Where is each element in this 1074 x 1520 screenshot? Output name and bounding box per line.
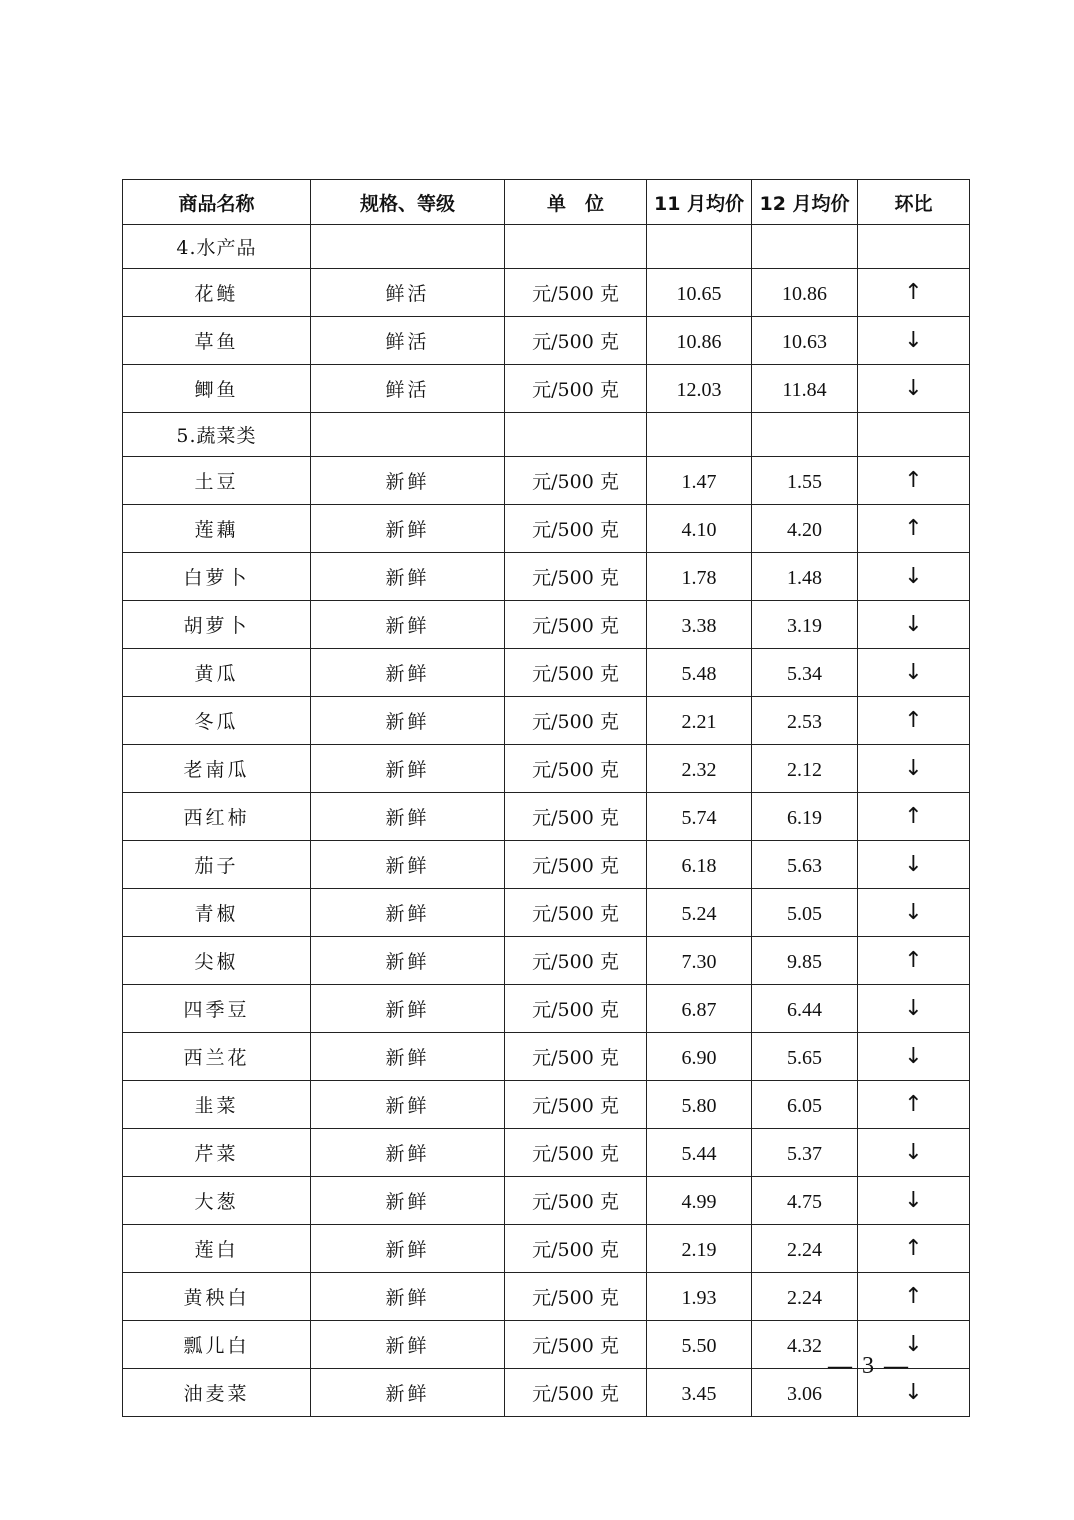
product-unit: 元/500 克	[505, 1033, 647, 1081]
product-unit: 元/500 克	[505, 841, 647, 889]
product-unit: 元/500 克	[505, 1081, 647, 1129]
table-row	[123, 841, 970, 889]
trend-arrow: ↓	[858, 1033, 970, 1081]
trend-arrow: ↑	[858, 793, 970, 841]
table-row	[123, 937, 970, 985]
dec-price: 2.24	[752, 1225, 858, 1273]
product-spec: 新鲜	[311, 553, 505, 601]
product-spec: 新鲜	[311, 1369, 505, 1417]
dec-price: 2.12	[752, 745, 858, 793]
empty-cell	[647, 413, 752, 457]
product-spec: 新鲜	[311, 505, 505, 553]
nov-price: 10.65	[647, 269, 752, 317]
product-name: 四季豆	[123, 985, 311, 1033]
product-name: 老南瓜	[123, 745, 311, 793]
empty-cell	[858, 225, 970, 269]
header-name: 商品名称	[123, 180, 311, 225]
trend-arrow: ↓	[858, 745, 970, 793]
category-label: 5.蔬菜类	[123, 413, 311, 457]
dec-price: 3.19	[752, 601, 858, 649]
nov-price: 5.74	[647, 793, 752, 841]
header-row	[123, 180, 970, 225]
trend-arrow: ↑	[858, 505, 970, 553]
product-name: 莲白	[123, 1225, 311, 1273]
trend-arrow: ↑	[858, 1225, 970, 1273]
trend-arrow: ↓	[858, 1321, 970, 1369]
table-row	[123, 1273, 970, 1321]
nov-price: 5.50	[647, 1321, 752, 1369]
product-spec: 新鲜	[311, 985, 505, 1033]
trend-arrow: ↓	[858, 889, 970, 937]
dec-price: 1.55	[752, 457, 858, 505]
nov-price: 7.30	[647, 937, 752, 985]
product-name: 茄子	[123, 841, 311, 889]
product-unit: 元/500 克	[505, 505, 647, 553]
empty-cell	[858, 413, 970, 457]
product-unit: 元/500 克	[505, 457, 647, 505]
product-name: 油麦菜	[123, 1369, 311, 1417]
empty-cell	[647, 225, 752, 269]
product-spec: 鲜活	[311, 317, 505, 365]
product-name: 黄瓜	[123, 649, 311, 697]
table-row	[123, 317, 970, 365]
trend-arrow: ↑	[858, 937, 970, 985]
product-name: 鲫鱼	[123, 365, 311, 413]
nov-price: 4.10	[647, 505, 752, 553]
table-row	[123, 269, 970, 317]
product-name: 瓢儿白	[123, 1321, 311, 1369]
nov-price: 2.19	[647, 1225, 752, 1273]
dec-price: 5.05	[752, 889, 858, 937]
product-spec: 新鲜	[311, 793, 505, 841]
trend-arrow: ↓	[858, 1369, 970, 1417]
product-name: 黄秧白	[123, 1273, 311, 1321]
table-row	[123, 889, 970, 937]
product-unit: 元/500 克	[505, 365, 647, 413]
product-unit: 元/500 克	[505, 793, 647, 841]
product-spec: 新鲜	[311, 937, 505, 985]
product-spec: 新鲜	[311, 1081, 505, 1129]
product-unit: 元/500 克	[505, 985, 647, 1033]
dec-price: 5.63	[752, 841, 858, 889]
product-spec: 新鲜	[311, 1321, 505, 1369]
dec-price: 2.53	[752, 697, 858, 745]
dec-price: 9.85	[752, 937, 858, 985]
trend-arrow: ↓	[858, 841, 970, 889]
product-name: 胡萝卜	[123, 601, 311, 649]
empty-cell	[505, 413, 647, 457]
product-spec: 新鲜	[311, 1033, 505, 1081]
nov-price: 3.45	[647, 1369, 752, 1417]
dec-price: 3.06	[752, 1369, 858, 1417]
product-spec: 鲜活	[311, 365, 505, 413]
product-unit: 元/500 克	[505, 889, 647, 937]
nov-price: 2.21	[647, 697, 752, 745]
product-name: 冬瓜	[123, 697, 311, 745]
nov-price: 5.24	[647, 889, 752, 937]
product-unit: 元/500 克	[505, 1321, 647, 1369]
dec-price: 6.05	[752, 1081, 858, 1129]
product-name: 西兰花	[123, 1033, 311, 1081]
empty-cell	[505, 225, 647, 269]
nov-price: 3.38	[647, 601, 752, 649]
table-body	[123, 225, 970, 1417]
nov-price: 6.90	[647, 1033, 752, 1081]
product-spec: 新鲜	[311, 601, 505, 649]
page-number: — 3 —	[828, 1353, 910, 1379]
table-row	[123, 1081, 970, 1129]
trend-arrow: ↓	[858, 985, 970, 1033]
product-name: 青椒	[123, 889, 311, 937]
price-table	[122, 179, 970, 1417]
product-name: 白萝卜	[123, 553, 311, 601]
product-unit: 元/500 克	[505, 553, 647, 601]
trend-arrow: ↑	[858, 269, 970, 317]
dec-price: 5.37	[752, 1129, 858, 1177]
empty-cell	[311, 225, 505, 269]
dec-price: 2.24	[752, 1273, 858, 1321]
nov-price: 1.47	[647, 457, 752, 505]
product-name: 尖椒	[123, 937, 311, 985]
dec-price: 10.86	[752, 269, 858, 317]
trend-arrow: ↑	[858, 1273, 970, 1321]
nov-price: 5.80	[647, 1081, 752, 1129]
trend-arrow: ↑	[858, 697, 970, 745]
product-name: 草鱼	[123, 317, 311, 365]
table-row	[123, 365, 970, 413]
table-row	[123, 505, 970, 553]
product-name: 花鲢	[123, 269, 311, 317]
dec-price: 6.19	[752, 793, 858, 841]
dec-price: 5.34	[752, 649, 858, 697]
product-spec: 新鲜	[311, 457, 505, 505]
dec-price: 1.48	[752, 553, 858, 601]
product-spec: 新鲜	[311, 649, 505, 697]
product-unit: 元/500 克	[505, 697, 647, 745]
nov-price: 5.44	[647, 1129, 752, 1177]
table-row	[123, 1129, 970, 1177]
product-name: 莲藕	[123, 505, 311, 553]
table-row	[123, 649, 970, 697]
trend-arrow: ↓	[858, 601, 970, 649]
category-row	[123, 225, 970, 269]
table-row	[123, 697, 970, 745]
empty-cell	[311, 413, 505, 457]
header-nov-price: 11 月均价	[647, 180, 752, 225]
table-row	[123, 1033, 970, 1081]
header-spec: 规格、等级	[311, 180, 505, 225]
product-spec: 新鲜	[311, 1273, 505, 1321]
product-unit: 元/500 克	[505, 649, 647, 697]
product-unit: 元/500 克	[505, 1177, 647, 1225]
product-spec: 新鲜	[311, 1129, 505, 1177]
product-unit: 元/500 克	[505, 601, 647, 649]
table-row	[123, 1225, 970, 1273]
product-unit: 元/500 克	[505, 937, 647, 985]
product-spec: 鲜活	[311, 269, 505, 317]
table-row	[123, 985, 970, 1033]
empty-cell	[752, 413, 858, 457]
trend-arrow: ↓	[858, 1177, 970, 1225]
category-label: 4.水产品	[123, 225, 311, 269]
empty-cell	[752, 225, 858, 269]
table-row	[123, 745, 970, 793]
product-unit: 元/500 克	[505, 1225, 647, 1273]
trend-arrow: ↓	[858, 365, 970, 413]
nov-price: 6.87	[647, 985, 752, 1033]
header-dec-price: 12 月均价	[752, 180, 858, 225]
dec-price: 4.75	[752, 1177, 858, 1225]
table-row	[123, 553, 970, 601]
table-row	[123, 601, 970, 649]
trend-arrow: ↓	[858, 649, 970, 697]
product-spec: 新鲜	[311, 841, 505, 889]
product-unit: 元/500 克	[505, 745, 647, 793]
nov-price: 2.32	[647, 745, 752, 793]
trend-arrow: ↑	[858, 1081, 970, 1129]
dec-price: 5.65	[752, 1033, 858, 1081]
nov-price: 1.93	[647, 1273, 752, 1321]
product-unit: 元/500 克	[505, 269, 647, 317]
dec-price: 6.44	[752, 985, 858, 1033]
dec-price: 10.63	[752, 317, 858, 365]
nov-price: 10.86	[647, 317, 752, 365]
header-trend: 环比	[858, 180, 970, 225]
category-row	[123, 413, 970, 457]
product-spec: 新鲜	[311, 745, 505, 793]
product-name: 西红柿	[123, 793, 311, 841]
dec-price: 11.84	[752, 365, 858, 413]
nov-price: 6.18	[647, 841, 752, 889]
product-spec: 新鲜	[311, 889, 505, 937]
product-spec: 新鲜	[311, 697, 505, 745]
dec-price: 4.32	[752, 1321, 858, 1369]
table-row	[123, 1177, 970, 1225]
trend-arrow: ↓	[858, 317, 970, 365]
trend-arrow: ↓	[858, 553, 970, 601]
nov-price: 1.78	[647, 553, 752, 601]
table-row	[123, 793, 970, 841]
trend-arrow: ↓	[858, 1129, 970, 1177]
dec-price: 4.20	[752, 505, 858, 553]
nov-price: 12.03	[647, 365, 752, 413]
product-name: 土豆	[123, 457, 311, 505]
header-unit: 单 位	[505, 180, 647, 225]
product-unit: 元/500 克	[505, 1129, 647, 1177]
product-name: 大葱	[123, 1177, 311, 1225]
product-spec: 新鲜	[311, 1225, 505, 1273]
nov-price: 4.99	[647, 1177, 752, 1225]
product-unit: 元/500 克	[505, 317, 647, 365]
product-spec: 新鲜	[311, 1177, 505, 1225]
nov-price: 5.48	[647, 649, 752, 697]
product-unit: 元/500 克	[505, 1369, 647, 1417]
product-unit: 元/500 克	[505, 1273, 647, 1321]
product-name: 韭菜	[123, 1081, 311, 1129]
product-name: 芹菜	[123, 1129, 311, 1177]
trend-arrow: ↑	[858, 457, 970, 505]
table-row	[123, 457, 970, 505]
